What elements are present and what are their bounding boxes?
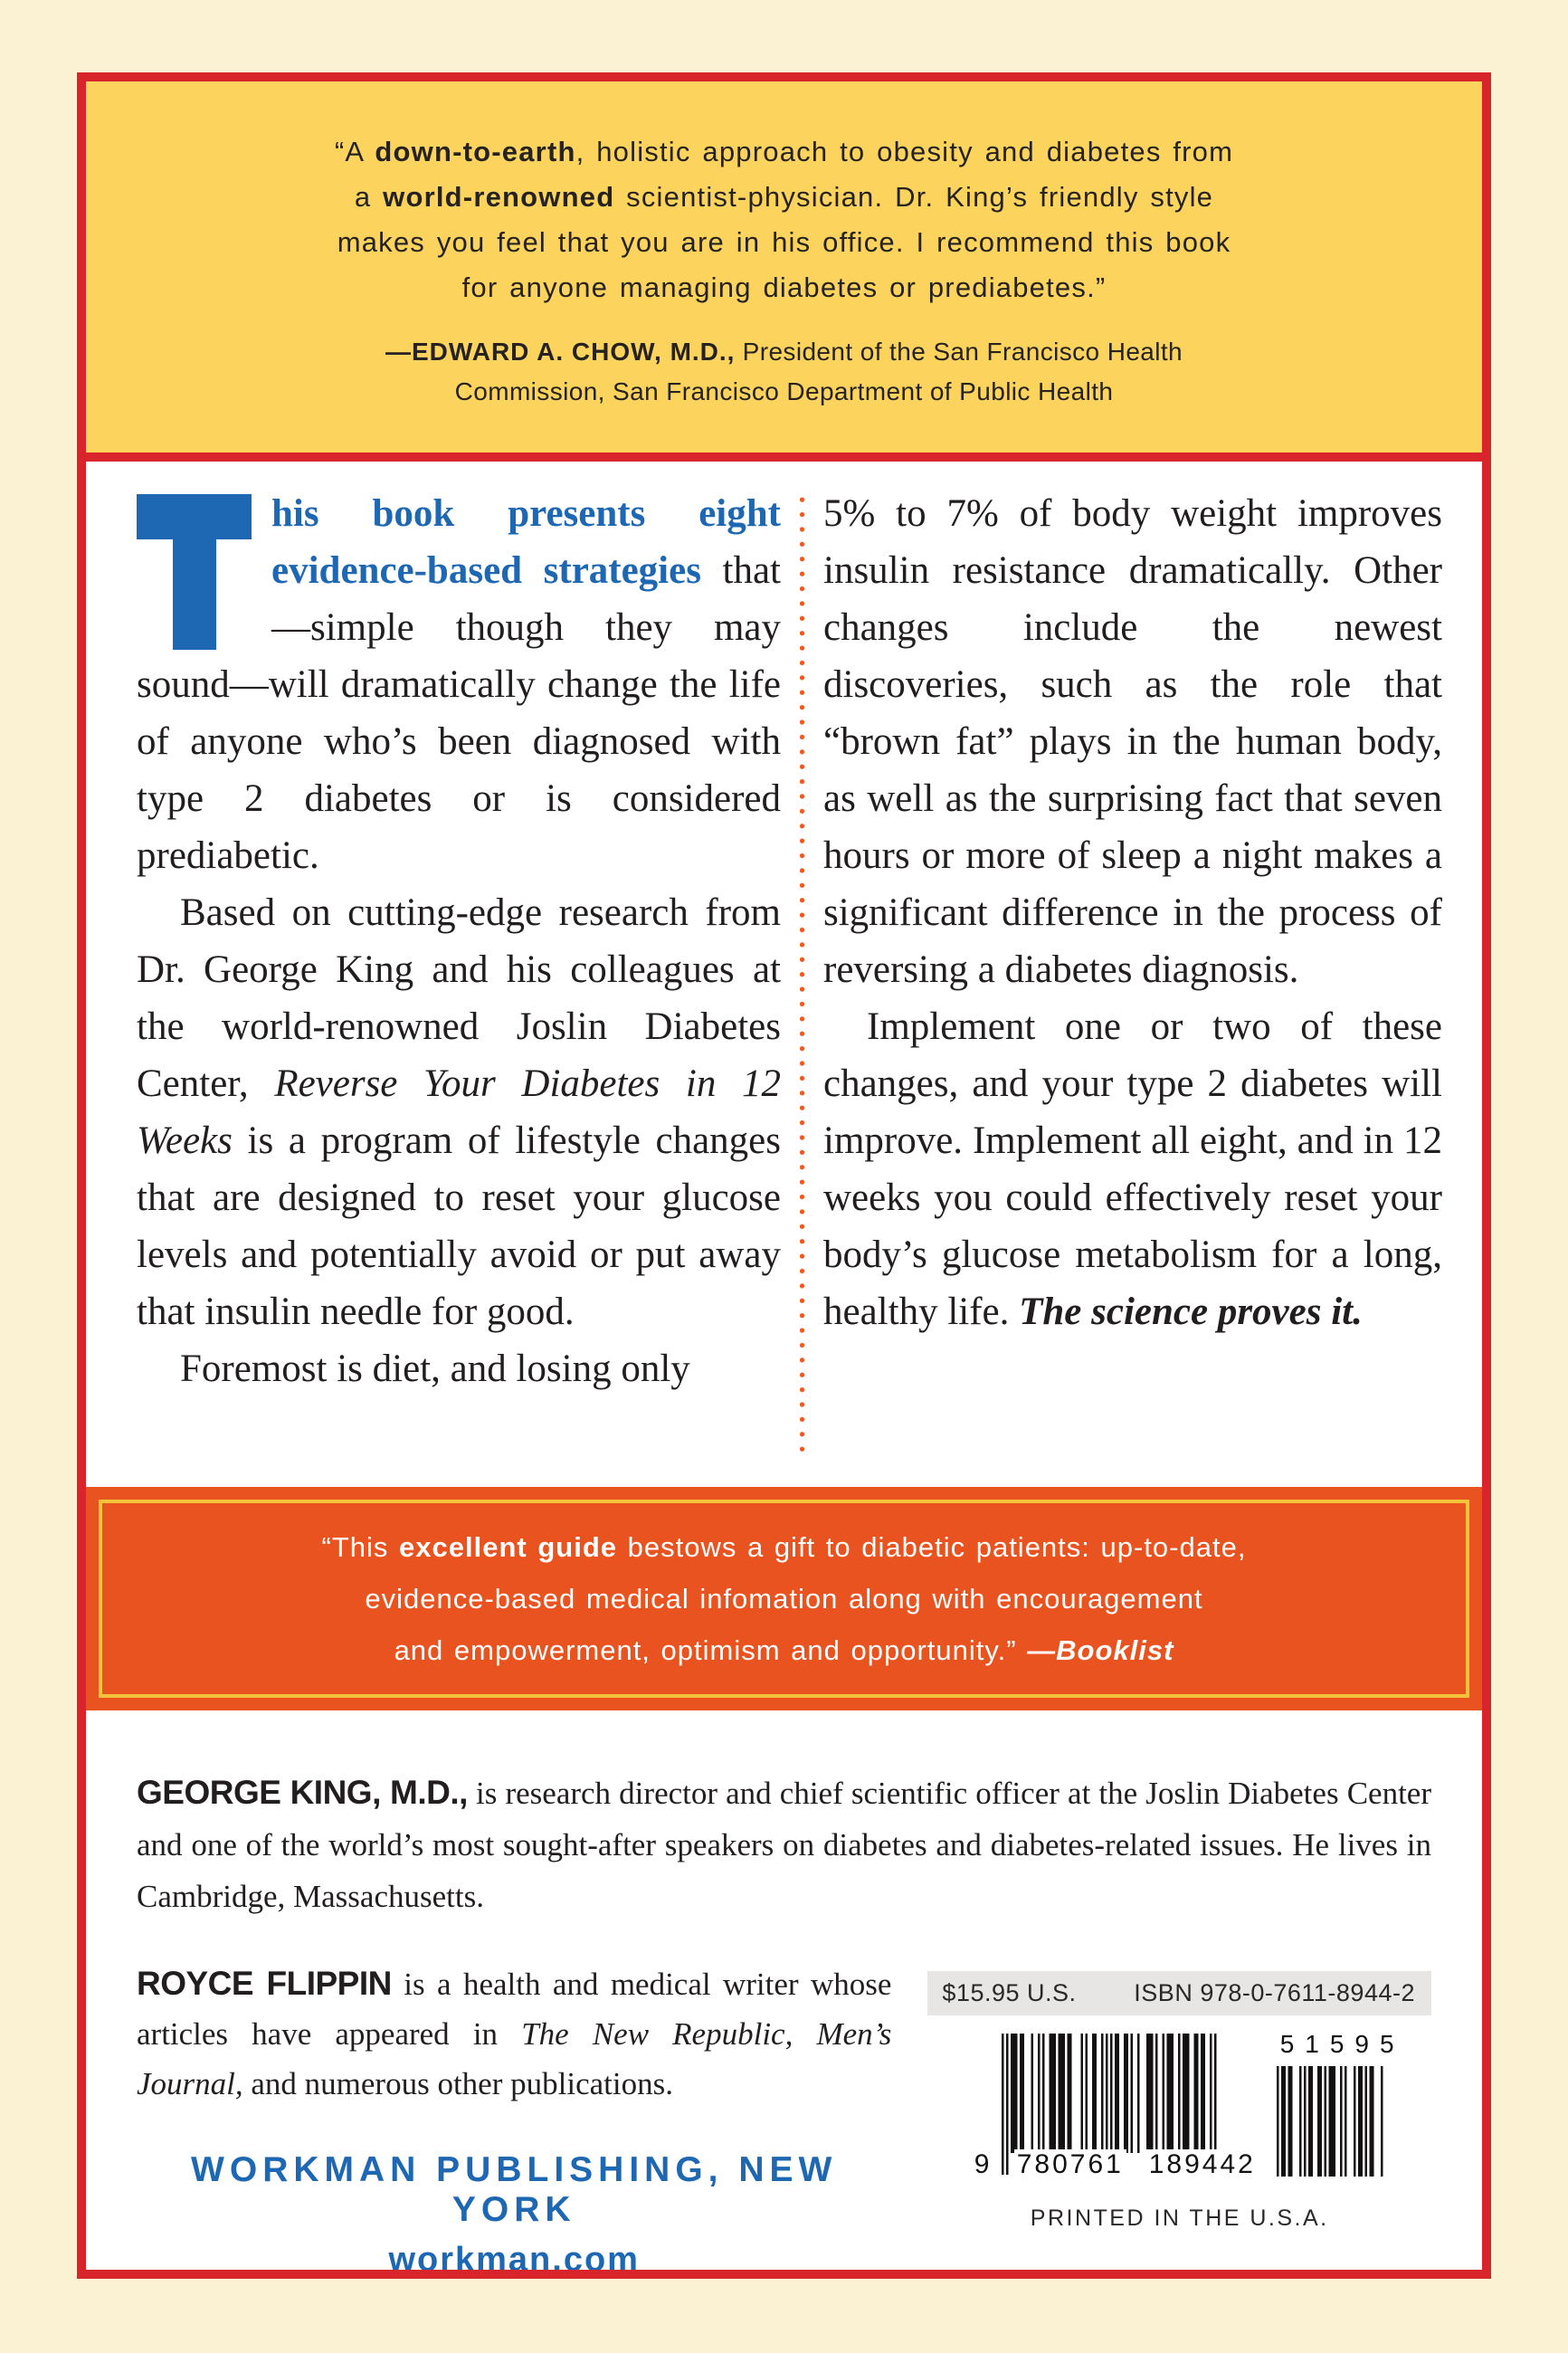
bio-text: and numerous other publications. [242,2066,673,2101]
quote-bold: down-to-earth [375,136,576,167]
body-columns [86,462,1482,1487]
quote-bold: world-renowned [383,181,615,213]
publication-titles-italic: The New Republic, Men’s Journal, [137,2016,892,2101]
emphasis-text: The science proves it. [1019,1291,1363,1333]
body-text: Implement one or two of these changes, and your type 2 diabetes will improve. Implement all eight, and in 12 weeks you could effectively reset your body’s glucose metabolism for a long, healthy life. [823,1005,1442,1333]
right-column [823,485,1442,1487]
quote-line: evidence-based medical infomation along with encouragement [365,1583,1203,1615]
barcode-digits-right: 189442 [1146,2149,1259,2180]
supplement-digits: 51595 [1279,2030,1405,2058]
printed-in-usa-label: PRINTED IN THE U.S.A. [1030,2205,1329,2231]
bottom-section [86,1710,1482,2279]
quote-text: scientist-physician. Dr. King’s friendly style [614,181,1214,213]
paragraph: Foremost is diet, and losing only [180,1348,690,1390]
lead-blue-text: his book presents eight evidence-based strategies [271,492,781,592]
author-name: GEORGE KING, M.D., [137,1774,468,1811]
paragraph: 5% to 7% of body weight improves insulin resistance dramatically. Other changes include the newest discoveries, such as the role that “brown fat” plays in the human body, as well as the surprising fact that seven hours or more of sleep a night makes a significant difference in the process of reversing a diabetes diagnosis. [823,492,1442,991]
author-bio-royce-flippin [137,1958,891,2109]
attribution-title: President of the San Francisco Health [735,338,1183,366]
body-text: Based on cutting-edge research from Dr. George King and his colleagues at the world-renowned Joslin Diabetes Center, [137,891,781,1105]
quote-line: makes you feel that you are in his office. I recommend this book [337,226,1231,258]
quote-text: “This [321,1531,400,1563]
author-bio-george-king [137,1767,1431,1922]
top-quote-box [86,81,1482,462]
publisher-block [137,2150,891,2279]
price-label: $15.95 U.S. [942,1979,1077,2006]
attribution-title-line2: Commission, San Francisco Department of Public Health [454,377,1114,405]
quote-text: and empowerment, optimism and opportunity.” [394,1634,1028,1666]
barcode-block [927,1958,1431,2279]
quote-text: bestows a gift to diabetic patients: up-to-date, [617,1531,1247,1563]
back-cover [77,72,1491,2279]
bio-text: is research director and chief scientific officer at the Joslin Diabetes Center and one of the world’s most sought-after speakers on diabetes and diabetes-related issues. He lives in Cambridge, Massachusetts. [137,1776,1431,1914]
paragraph [137,884,781,1340]
dotted-column-divider [800,492,804,1452]
barcode-digits-left: 780761 [1014,2149,1126,2180]
body-text: is a program of lifestyle changes that are designed to reset your glucose levels and potentially avoid or put away that insulin needle for good. [137,1119,781,1333]
booklist-quote-inner-border [99,1500,1469,1698]
quote-line: for anyone managing diabetes or prediabetes.” [461,272,1107,303]
supplement-barcode [1277,2030,1405,2186]
barcode-bars [1277,2066,1385,2178]
quote-text: “A [334,136,375,167]
quote-text: a [354,181,384,213]
quote-line [138,1521,1430,1573]
attribution-name: —EDWARD A. CHOW, M.D., [385,338,736,366]
left-column [137,485,781,1487]
quote-line [149,175,1419,220]
quote-text: , holistic approach to obesity and diabetes from [575,136,1234,167]
ean13-barcode [974,2034,1256,2186]
booklist-attribution: —Booklist [1027,1634,1174,1666]
quote-line [149,129,1419,175]
barcode-lead-digit: 9 [974,2149,990,2179]
publisher-website: workman.com [388,2241,640,2279]
bottom-left-column [137,1958,891,2279]
body-text: that—simple though they may sound—will dramatically change the life of anyone who’s been diagnosed with type 2 diabetes or is considered prediabetic. [137,549,781,877]
quote-line [138,1624,1430,1676]
booklist-quote-box [86,1487,1482,1710]
quote-bold: excellent guide [399,1531,618,1563]
publisher-name: WORKMAN PUBLISHING, NEW YORK [191,2150,838,2229]
paragraph [823,998,1442,1340]
quote-attribution [149,332,1419,412]
price-isbn-band [927,1971,1431,2015]
drop-cap-letter-t [137,494,252,650]
bio-text: is a health and medical writer whose articles have appeared in [137,1967,892,2052]
paragraph [137,485,781,884]
author-name: ROYCE FLIPPIN [137,1965,392,2002]
book-title-italic: Reverse Your Diabetes in 12 Weeks [137,1062,782,1162]
isbn-label: ISBN 978-0-7611-8944-2 [1134,1979,1415,2006]
